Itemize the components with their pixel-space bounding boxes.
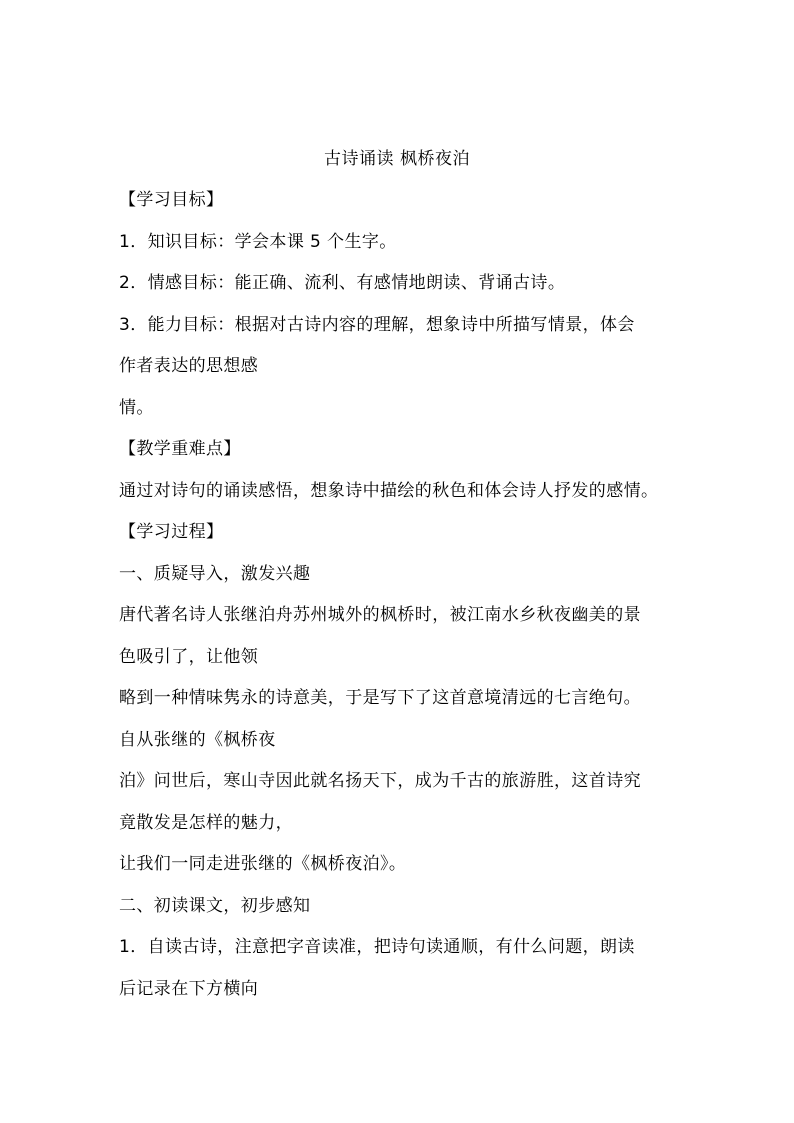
text-line: 1．知识目标：学会本课 5 个生字。 <box>119 232 397 252</box>
text-line: 1．自读古诗，注意把字音读准，把诗句读通顺，有什么问题，朗读 <box>119 937 635 957</box>
text-line: 2．情感目标：能正确、流利、有感情地朗读、背诵古诗。 <box>119 273 566 293</box>
document-title: 古诗诵读 枫桥夜泊 <box>324 149 470 169</box>
text-line: 泊》问世后，寒山寺因此就名扬天下，成为千古的旅游胜，这首诗究 <box>119 771 641 791</box>
text-line: 自从张继的《枫桥夜 <box>119 730 276 750</box>
text-line: 情。 <box>119 398 154 418</box>
text-line: 色吸引了，让他领 <box>119 647 259 667</box>
section-heading-learning-goals: 【学习目标】 <box>119 190 224 210</box>
text-line: 3．能力目标：根据对古诗内容的理解，想象诗中所描写情景，体会 <box>119 315 635 335</box>
subsection-heading-intro: 一、质疑导入，激发兴趣 <box>119 564 311 584</box>
subsection-heading-first-reading: 二、初读课文，初步感知 <box>119 896 311 916</box>
text-line: 作者表达的思想感 <box>119 356 259 376</box>
text-line: 后记录在下方横向 <box>119 979 259 999</box>
text-line: 略到一种情味隽永的诗意美，于是写下了这首意境清远的七言绝句。 <box>119 688 641 708</box>
section-heading-key-points: 【教学重难点】 <box>119 439 241 459</box>
text-line: 让我们一同走进张继的《枫桥夜泊》。 <box>119 854 407 874</box>
section-heading-learning-process: 【学习过程】 <box>119 522 224 542</box>
text-line: 竟散发是怎样的魅力， <box>119 813 293 833</box>
text-line: 通过对诗句的诵读感悟，想象诗中描绘的秋色和体会诗人抒发的感情。 <box>119 481 659 501</box>
text-line: 唐代著名诗人张继泊舟苏州城外的枫桥时，被江南水乡秋夜幽美的景 <box>119 605 641 625</box>
